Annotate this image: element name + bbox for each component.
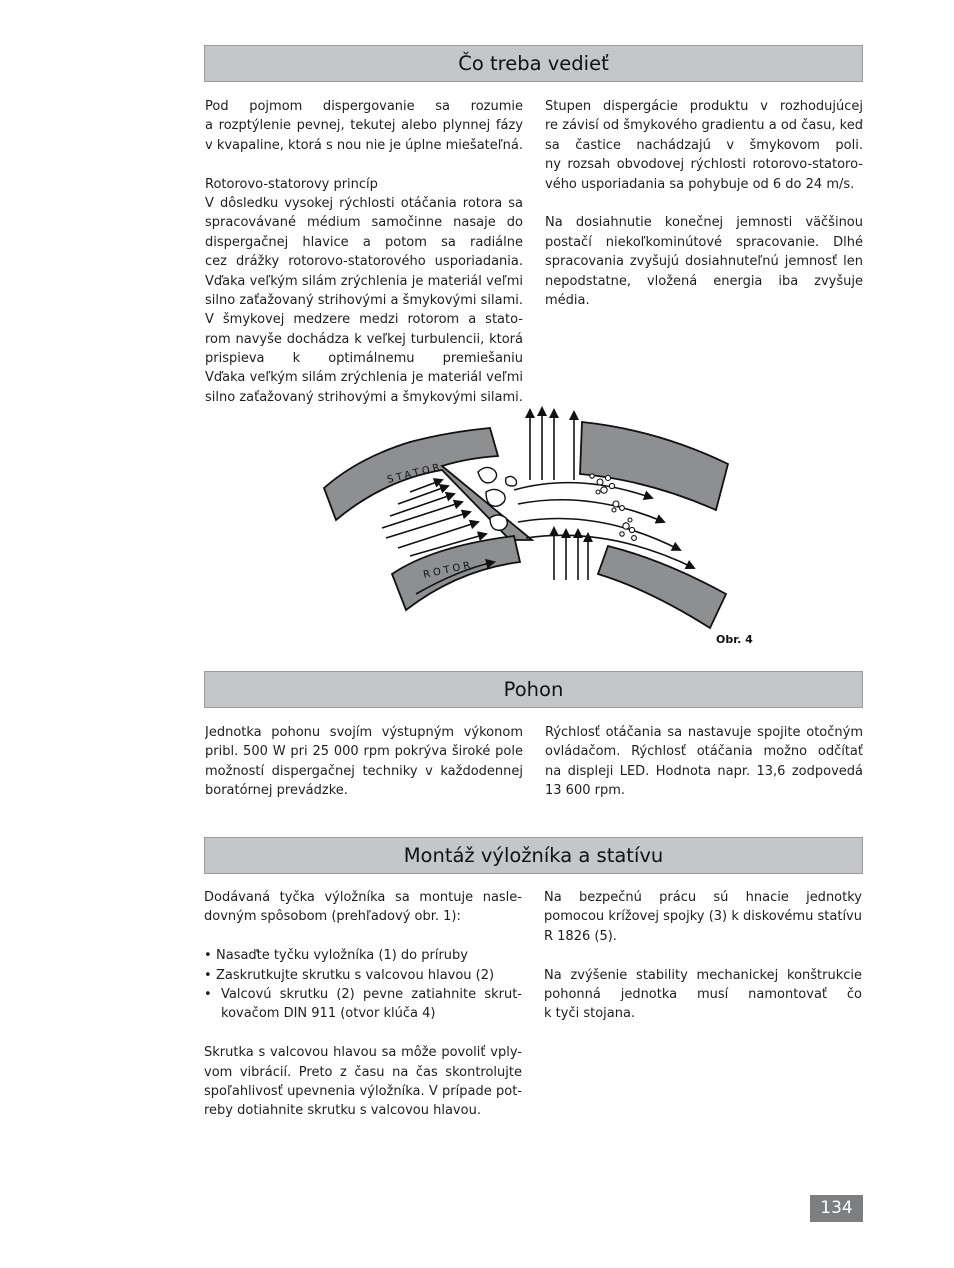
text-line: spoľahlivosť upevnenia výložníka. V prípade pot- <box>204 1083 522 1099</box>
text-line: možností dispergačnej techniky v každodennej <box>205 763 523 779</box>
text-line: 13 600 rpm. <box>545 783 626 799</box>
text-line: re závisí od šmykového gradientu a od času, keď <box>545 118 863 134</box>
text-line: silno zaťažovaný strihovými a šmykovými silami. <box>205 292 523 308</box>
subheading-rotor-stator: Rotorovo-statorovy princíp <box>205 176 378 192</box>
text-line: v kvapaline, ktorá s nou nie je úplne miešateľná. <box>205 137 523 153</box>
text-line: cez drážky rotorovo-statorového usporiadania. <box>205 254 523 270</box>
list-item: • Zaskrutkujte skrutku s valcovou hlavou (2) <box>204 967 495 983</box>
text-line: Pod pojmom dispergovanie sa rozumie <box>205 99 523 114</box>
text-line: ny rozsah obvodovej rýchlosti rotorovo-statoro- <box>545 157 863 173</box>
section-title-co-treba-vediet: Čo treba vedieť <box>204 45 863 82</box>
text-line: prispieva k optimálnemu premiešaniu <box>205 351 523 367</box>
text-line: silno zaťažovaný strihovými a šmykovými silami. <box>205 389 523 405</box>
text-line: spracovávané médium samočinne nasaje do <box>205 215 523 231</box>
s1-right-column <box>545 97 863 310</box>
text-line: pohonná jednotka musí namontovať čo <box>544 986 862 1002</box>
text-line: rom navyše dochádza k veľkej turbulencii, ktorá <box>205 331 523 347</box>
text-line: k tyči stojana. <box>544 1006 636 1022</box>
text-line: Dodávaná tyčka výložníka sa montuje nasle- <box>204 890 522 905</box>
stator-block-right <box>580 422 728 510</box>
text-line: postačí niekoľkominútové spracovanie. Dlhé <box>545 234 863 250</box>
list-item-continuation: kovačom DIN 911 (otvor klúča 4) <box>221 1006 436 1022</box>
text-line: Stupen dispergácie produktu v rozhodujúcej <box>545 99 863 114</box>
text-line: Na dosiahnutie konečnej jemnosti väčšinou <box>545 215 863 231</box>
s1-left-column <box>205 97 523 407</box>
outflow-up-arrows <box>530 408 588 580</box>
text-line: Na zvýšenie stability mechanickej konštrukcie <box>544 967 862 983</box>
stator-label: STATOR <box>386 461 444 486</box>
text-line: Vďaka veľkým silám zrýchlenia je materiál veľmi <box>205 273 523 289</box>
s3-left-column <box>204 888 522 1121</box>
page-number: 134 <box>810 1195 863 1222</box>
text-line: vom vibrácií. Preto z času na čas skontrolujte <box>204 1064 522 1080</box>
text-line: média. <box>545 292 590 308</box>
text-line: R 1826 (5). <box>544 928 617 944</box>
text-line: boratórnej prevádzke. <box>205 783 348 799</box>
figure-caption: Obr. 4 <box>716 633 753 646</box>
text-line: sa častice nachádzajú v šmykovom poli. <box>545 137 863 153</box>
list-item: • Valcovú skrutku (2) pevne zatiahnite skrut- <box>204 986 522 1002</box>
text-line: Jednotka pohonu svojím výstupným výkonom <box>205 725 523 740</box>
s2-left-column <box>205 723 523 801</box>
text-line: V šmykovej medzere medzi rotorom a stato- <box>205 312 523 328</box>
text-line: pomocou krížovej spojky (3) k diskovému statívu <box>544 909 862 925</box>
text-line: V dôsledku vysokej rýchlosti otáčania rotora sa <box>205 195 523 211</box>
section-title-pohon: Pohon <box>204 671 863 708</box>
rotor-stator-diagram <box>318 400 738 630</box>
text-line: Na bezpečnú prácu sú hnacie jednotky <box>544 890 862 905</box>
text-line: Rýchlosť otáčania sa nastavuje spojite otočným <box>545 725 863 740</box>
rotor-block-right <box>598 546 726 628</box>
text-line: Vďaka veľkým silám zrýchlenia je materiál veľmi <box>205 370 523 386</box>
list-item: • Nasaďte tyčku vyložníka (1) do príruby <box>204 948 468 964</box>
text-line: a rozptýlenie pevnej, tekutej alebo plynnej fázy <box>205 118 523 134</box>
text-line: dovným spôsobom (prehľadový obr. 1): <box>204 909 461 925</box>
text-line: Skrutka s valcovou hlavou sa môže povoliť vply- <box>204 1045 522 1061</box>
text-line: dispergačnej hlavice a potom sa radiálne <box>205 234 523 250</box>
text-line: nepodstatne, vložená energia iba zvyšuje <box>545 273 863 289</box>
text-line: na displeji LED. Hodnota napr. 13,6 zodpovedá <box>545 763 863 779</box>
text-line: pribl. 500 W pri 25 000 rpm pokrýva široké pole <box>205 744 523 760</box>
s3-right-column <box>544 888 862 1024</box>
text-line: vého usporiadania sa pohybuje od 6 do 24 m/s. <box>545 176 855 192</box>
text-line: ovládačom. Rýchlosť otáčania možno odčítať <box>545 744 863 760</box>
s2-right-column <box>545 723 863 801</box>
section-title-montaz: Montáž výložníka a statívu <box>204 837 863 874</box>
text-line: reby dotiahnite skrutku s valcovou hlavou. <box>204 1103 481 1119</box>
large-particles <box>478 467 517 530</box>
rotor-label: ROTOR <box>422 559 475 581</box>
text-line: spracovania zvyšujú dosiahnuteľnú jemnosť len <box>545 254 863 270</box>
